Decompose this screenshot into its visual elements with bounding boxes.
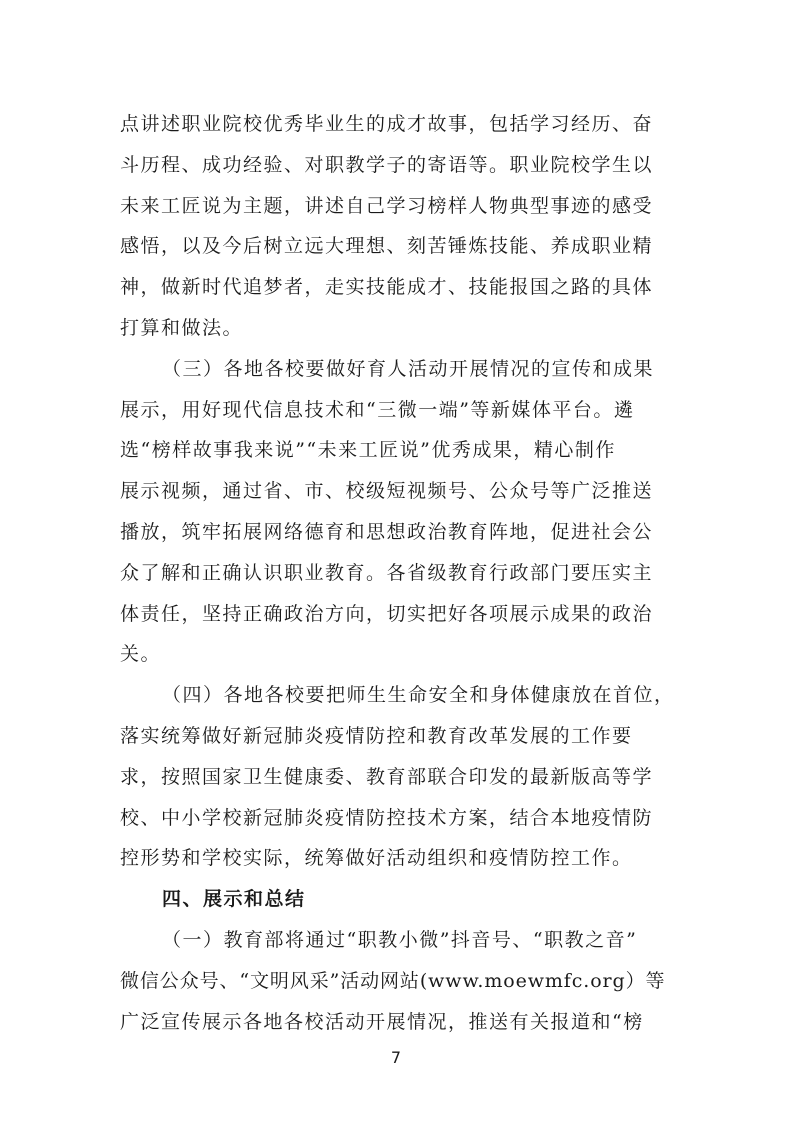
text-line: 神，做新时代追梦者，走实技能成才、技能报国之路的具体 [120, 276, 654, 299]
section-heading: 四、展示和总结 [162, 888, 306, 911]
paragraph-4-line: 校、中小学校新冠肺炎疫情防控技术方案，结合本地疫情防 [120, 806, 654, 829]
paragraph-3-line: 关。 [120, 643, 162, 666]
paragraph-5-line: （一）教育部将通过“职教小微”抖音号、“职教之音” [162, 928, 638, 951]
paragraph-3-line: 展示视频，通过省、市、校级短视频号、公众号等广泛推送 [120, 480, 654, 503]
paragraph-4-line: 控形势和学校实际，统筹做好活动组织和疫情防控工作。 [120, 847, 633, 870]
page-number: 7 [390, 1048, 402, 1067]
text-line: 打算和做法。 [120, 316, 244, 339]
text-line: 感悟，以及今后树立远大理想、刻苦锤炼技能、养成职业精 [120, 235, 654, 258]
paragraph-3-line: （三）各地各校要做好育人活动开展情况的宣传和成果 [162, 357, 655, 380]
text-line: 未来工匠说为主题，讲述自己学习榜样人物典型事迹的感受 [120, 194, 654, 217]
text-line: 斗历程、成功经验、对职教学子的寄语等。职业院校学生以 [120, 153, 654, 176]
text-line: 点讲述职业院校优秀毕业生的成才故事，包括学习经历、奋 [120, 113, 654, 135]
paragraph-4-line: （四）各地各校要把师生生命安全和身体健康放在首位， [162, 684, 675, 707]
paragraph-3-line: 展示，用好现代信息技术和“三微一端”等新媒体平台。遴 [120, 398, 635, 421]
paragraph-4-line: 落实统筹做好新冠肺炎疫情防控和教育改革发展的工作要 [120, 724, 633, 747]
paragraph-3-line: 体责任，坚持正确政治方向，切实把好各项展示成果的政治 [120, 602, 654, 625]
paragraph-4-line: 求，按照国家卫生健康委、教育部联合印发的最新版高等学 [120, 765, 654, 788]
paragraph-5-line: 微信公众号、“文明风采”活动网站(www.moewmfc.org）等 [120, 969, 666, 992]
paragraph-3-line: 选“榜样故事我来说”“未来工匠说”优秀成果，精心制作 [120, 439, 616, 462]
paragraph-3-line: 播放，筑牢拓展网络德育和思想政治教育阵地，促进社会公 [120, 520, 654, 543]
paragraph-5-line: 广泛宣传展示各地各校活动开展情况，推送有关报道和“榜 [120, 1010, 644, 1033]
paragraph-3-line: 众了解和正确认识职业教育。各省级教育行政部门要压实主 [120, 561, 654, 584]
document-body [120, 104, 682, 1042]
